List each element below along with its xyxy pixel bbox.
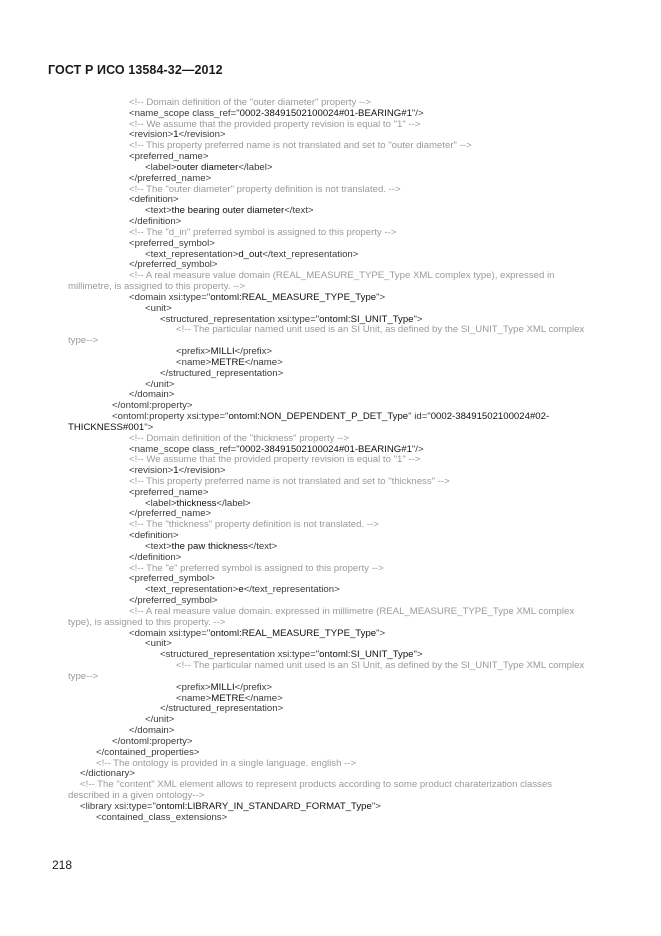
xml-comment: <!-- A real measure value domain. expressed in millimetre (REAL_MEASURE_TYPE_Type XML complex (129, 605, 575, 617)
xml-tag: <unit> (145, 302, 172, 314)
xml-tag: </unit> (145, 714, 175, 726)
xml-tag: </text> (247, 540, 278, 552)
xml-value: d_out (238, 248, 263, 260)
xml-tag: </preferred_symbol> (129, 259, 218, 271)
xml-value: 1 (173, 465, 179, 477)
xml-value: ontoml:SI_UNIT_Type (319, 649, 414, 661)
xml-tag: "> (376, 291, 386, 303)
xml-tag: "/> (411, 443, 424, 455)
xml-value: the paw thickness (171, 540, 248, 552)
xml-value: 0002-38491502100024#02- (430, 411, 550, 423)
xml-tag: "/> (411, 107, 424, 119)
code-line (68, 759, 608, 770)
xml-tag: <domain xsi:type=" (129, 627, 211, 639)
code-line (68, 325, 608, 336)
xml-tag: <prefix> (176, 681, 211, 693)
xml-comment: <!-- The ontology is provided in a single language. english --> (96, 757, 357, 769)
code-line (68, 683, 608, 694)
xml-tag: </name> (244, 356, 283, 368)
xml-comment: <!-- We assume that the provided property revision is equal to "1" --> (129, 118, 421, 130)
xml-tag: <preferred_symbol> (129, 573, 215, 585)
xml-comment: <!-- The "outer diameter" property definition is not translated. --> (129, 183, 401, 195)
xml-tag: "> (376, 627, 386, 639)
xml-value: ontoml:REAL_MEASURE_TYPE_Type (210, 291, 377, 303)
xml-value: MILLI (210, 681, 235, 693)
xml-value: 0002-38491502100024#01-BEARING#1 (239, 443, 412, 455)
xml-tag: <revision> (129, 129, 174, 141)
xml-code-listing (68, 98, 608, 823)
xml-tag: "> (371, 800, 381, 812)
xml-value: 1 (173, 129, 179, 141)
xml-tag: <name_scope class_ref=" (129, 443, 240, 455)
xml-tag: </dictionary> (80, 768, 135, 780)
document-header-standard-id: ГОСТ Р ИСО 13584-32—2012 (48, 63, 223, 77)
xml-tag: <revision> (129, 465, 174, 477)
xml-tag: <library xsi:type=" (80, 800, 156, 812)
xml-tag: "> (413, 313, 423, 325)
xml-comment: <!-- Domain definition of the "thickness" property --> (129, 432, 350, 444)
xml-tag: <name> (176, 692, 212, 704)
xml-tag: <preferred_name> (129, 151, 209, 163)
xml-comment: <!-- We assume that the provided property revision is equal to "1" --> (129, 454, 421, 466)
xml-comment: <!-- A real measure value domain (REAL_MEASURE_TYPE_Type XML complex type), expressed in (129, 270, 555, 282)
xml-tag: " id=" (408, 411, 431, 423)
xml-tag: </structured_representation> (160, 367, 284, 379)
xml-tag: <preferred_symbol> (129, 237, 215, 249)
xml-tag: </text_representation> (243, 584, 340, 596)
xml-comment: <!-- The "d_in" preferred symbol is assigned to this property --> (129, 226, 397, 238)
xml-tag: </unit> (145, 378, 175, 390)
xml-tag: <name_scope class_ref=" (129, 107, 240, 119)
xml-tag: </preferred_name> (129, 172, 212, 184)
code-line (68, 347, 608, 358)
xml-comment: type), is assigned to this property. --> (68, 616, 226, 628)
xml-comment: <!-- The "e" preferred symbol is assigned to this property --> (129, 562, 384, 574)
xml-comment: type--> (68, 670, 99, 682)
xml-comment: <!-- The "content" XML element allows to represent products according to some product charaterization classes (80, 779, 553, 791)
xml-tag: </text> (284, 205, 314, 217)
xml-value: 0002-38491502100024#01-BEARING#1 (239, 107, 412, 119)
xml-tag: </definition> (129, 216, 182, 228)
xml-tag: </prefix> (234, 346, 273, 358)
xml-tag: <prefix> (176, 346, 211, 358)
xml-comment: described in a given ontology--> (68, 790, 205, 801)
xml-value: e (238, 584, 244, 596)
xml-tag: "> (413, 649, 423, 661)
xml-tag: </preferred_name> (129, 508, 212, 520)
xml-value: outer diameter (176, 161, 239, 173)
xml-tag: <definition> (129, 530, 179, 542)
xml-tag: <label> (145, 161, 177, 173)
xml-value: THICKNESS#001 (68, 421, 145, 433)
xml-tag: </name> (244, 692, 283, 704)
xml-tag: "> (144, 421, 154, 433)
xml-tag: <label> (145, 497, 177, 509)
xml-tag: <structured_representation xsi:type=" (160, 313, 320, 325)
xml-tag: </domain> (129, 725, 175, 737)
xml-comment: <!-- This property preferred name is not translated and set to "thickness" --> (129, 475, 450, 487)
xml-tag: <definition> (129, 194, 179, 206)
xml-value: METRE (211, 356, 245, 368)
xml-tag: <unit> (145, 638, 172, 650)
code-line (68, 694, 608, 705)
xml-value: ontoml:REAL_MEASURE_TYPE_Type (210, 627, 377, 639)
page-number: 218 (52, 858, 73, 872)
code-line (68, 813, 608, 824)
xml-tag: <name> (176, 356, 212, 368)
xml-tag: </revision> (178, 129, 226, 141)
xml-tag: <contained_class_extensions> (96, 811, 228, 823)
xml-comment: <!-- This property preferred name is not translated and set to "outer diameter" --> (129, 140, 472, 152)
xml-tag: </revision> (178, 465, 226, 477)
xml-tag: </label> (216, 497, 251, 509)
xml-comment: type--> (68, 335, 99, 347)
xml-comment: millimetre, is assigned to this property. --> (68, 281, 246, 293)
xml-value: METRE (211, 692, 245, 704)
code-line (68, 672, 608, 683)
xml-comment: <!-- Domain definition of the "outer diameter" property --> (129, 97, 371, 108)
code-line (68, 358, 608, 369)
xml-tag: </label> (238, 161, 273, 173)
xml-tag: <domain xsi:type=" (129, 291, 211, 303)
xml-tag: <text> (145, 205, 172, 217)
xml-tag: <ontoml:property xsi:type=" (112, 411, 229, 423)
xml-tag: </contained_properties> (96, 746, 200, 758)
xml-comment: <!-- The particular named unit used is an SI Unit, as defined by the SI_UNIT_Type XML complex (176, 660, 585, 672)
xml-tag: </definition> (129, 551, 182, 563)
xml-tag: </domain> (129, 389, 175, 401)
xml-tag: </preferred_symbol> (129, 595, 218, 607)
xml-tag: </structured_representation> (160, 703, 284, 715)
xml-value: ontoml:SI_UNIT_Type (319, 313, 414, 325)
xml-value: thickness (176, 497, 217, 509)
xml-tag: <text_representation> (145, 248, 239, 260)
code-line (68, 336, 608, 347)
xml-tag: </text_representation> (262, 248, 359, 260)
code-line (68, 661, 608, 672)
xml-tag: </prefix> (234, 681, 273, 693)
xml-comment: <!-- The "thickness" property definition is not translated. --> (129, 519, 379, 531)
xml-value: ontoml:LIBRARY_IN_STANDARD_FORMAT_Type (155, 800, 372, 812)
xml-tag: <text> (145, 540, 172, 552)
xml-comment: <!-- The particular named unit used is an SI Unit, as defined by the SI_UNIT_Type XML complex (176, 324, 585, 336)
xml-tag: <structured_representation xsi:type=" (160, 649, 320, 661)
xml-tag: </ontoml:property> (112, 400, 193, 412)
xml-value: ontoml:NON_DEPENDENT_P_DET_Type (228, 411, 409, 423)
xml-value: the bearing outer diameter (171, 205, 285, 217)
xml-tag: <text_representation> (145, 584, 239, 596)
xml-tag: <preferred_name> (129, 486, 209, 498)
xml-tag: </ontoml:property> (112, 735, 193, 747)
xml-value: MILLI (210, 346, 235, 358)
